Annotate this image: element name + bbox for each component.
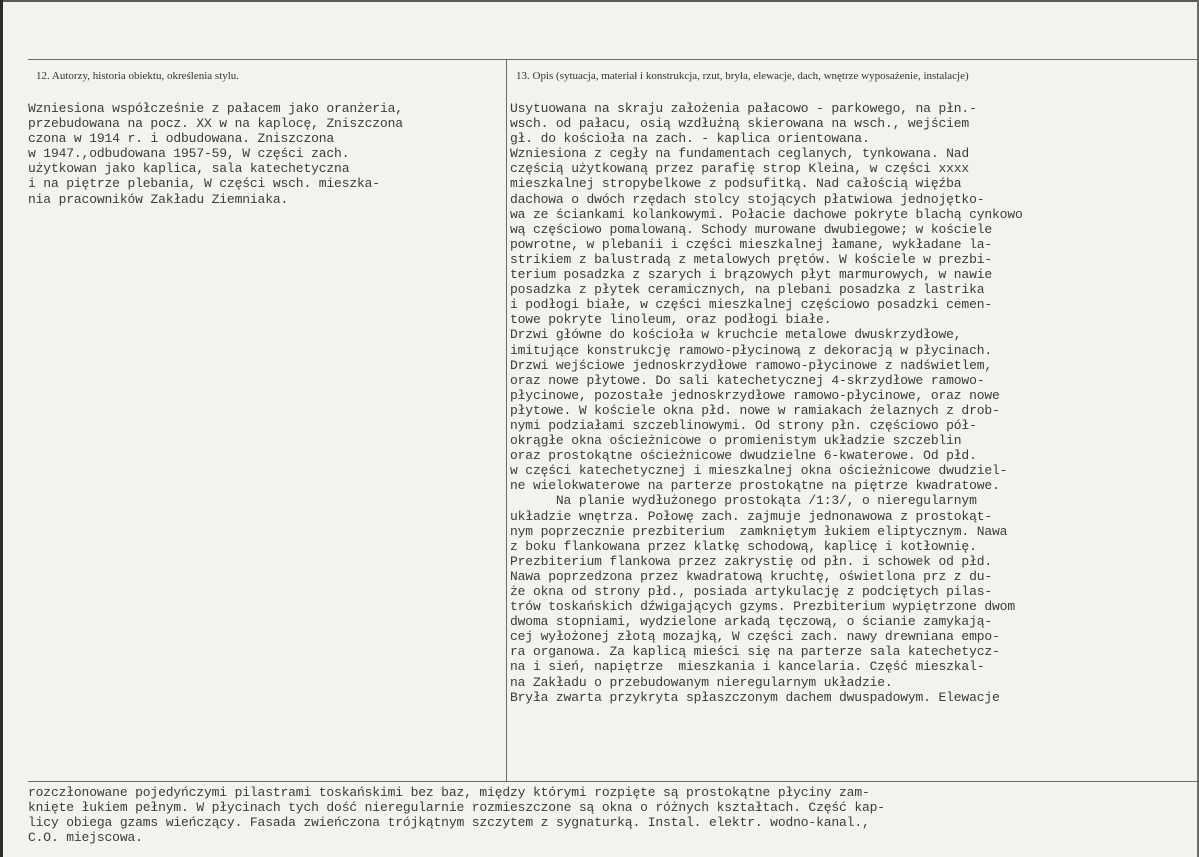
- history-text-line: nia pracowników Zakładu Ziemniaka.: [28, 191, 289, 207]
- form-rule-column-divider: [506, 59, 507, 781]
- description-text-line: ne wielokwaterowe na parterze prostokątne na piętrze kwadratowe.: [510, 478, 1000, 494]
- description-text-line: trów toskańskich dźwigających gzyms. Prezbiterium wypiętrzone dwom: [510, 599, 1015, 615]
- description-text-line: wą częściowo pomalowaną. Schody murowane dwubiegowe; w kościele: [510, 221, 993, 237]
- description-text-line: Nawa poprzedzona przez kwadratową kruchtę, oświetlona prz z du-: [510, 568, 993, 584]
- history-text: [28, 101, 403, 207]
- history-text-line: w 1947.,odbudowana 1957-59, W części zach.: [28, 146, 350, 162]
- description-text-line: że okna od strony płd., posiada artykulację z podciętych pilas-: [510, 584, 993, 599]
- description-text-line: Wzniesiona z cegły na fundamentach ceglanych, tynkowana. Nad: [510, 146, 970, 162]
- description-text-line: z boku flankowana przez klatkę schodową, kaplicę i kotłownię.: [510, 538, 977, 554]
- description-text-line: imitujące konstrukcję ramowo-płycinową z dekoracją w płycinach.: [510, 342, 993, 358]
- description-text-line: Drzwi główne do kościoła w kruchcie metalowe dwuskrzydłowe,: [510, 327, 962, 343]
- section-13-heading: 13. Opis (sytuacja, materiał i konstrukcja, rzut, bryła, elewacje, dach, wnętrze wyposażenie, instalacje): [516, 70, 969, 82]
- description-text-line: dwoma stopniami, wydzielone arkadą tęczową, o ścianie zamykają-: [510, 614, 993, 630]
- section-12-heading: 12. Autorzy, historia obiektu, określenia stylu.: [36, 70, 240, 82]
- description-text-line: okrągłe okna ościeżnicowe o promienistym układzie szczeblin: [510, 433, 962, 449]
- description-text-line: wa ze ściankami kolankowymi. Połacie dachowe pokryte blachą cynkowo: [510, 206, 1023, 222]
- description-text-line: nymi podziałami szczeblinowymi. Od strony płn. częściowo pół-: [510, 417, 977, 433]
- description-text-line: płycinowe, pozostałe jednoskrzydłowe ramowo-płycinowe, oraz nowe: [510, 387, 1000, 403]
- continuation-text-line: C.O. miejscowa.: [28, 830, 143, 846]
- description-text-line: wsch. od pałacu, osią wzdłużną skierowana na wsch., wejściem: [510, 116, 970, 132]
- description-text-line: powrotne, w plebanii i części mieszkalnej łamane, wykładane la-: [510, 236, 993, 252]
- description-text-line: gł. do kościoła na zach. - kaplica orientowana.: [510, 131, 870, 147]
- description-text-line: oraz nowe płytowe. Do sali katechetycznej 4-skrzydłowe ramowo-: [510, 372, 985, 388]
- description-text-line: oraz prostokątne ościeżnicowe dwudzielne 6-kwaterowe. Od płd.: [510, 448, 977, 464]
- history-text-line: i na piętrze plebania, W części wsch. mieszka-: [28, 176, 380, 192]
- description-text-line: posadzka z płytek ceramicznych, na plebani posadzka z lastrika: [510, 282, 985, 298]
- description-text-line: płytowe. W kościele okna płd. nowe w ramiakach żelaznych z drob-: [510, 402, 1000, 418]
- description-text-line: cej wyłożonej złotą mozajką, W części zach. nawy drewniana empo-: [510, 629, 1000, 645]
- description-text-line: Drzwi wejściowe jednoskrzydłowe ramowo-płycinowe z nadświetlem,: [510, 357, 993, 373]
- description-text-line: częścią użytkowaną przez parafię strop Kleina, w części xxxx: [510, 161, 970, 177]
- description-text-line: na i sień, napiętrze mieszkania i kancelaria. Część mieszkal-: [510, 659, 985, 675]
- description-text-line: dachowa o dwóch rzędach stolcy stojących płatwiowa jednojętko-: [510, 191, 985, 207]
- continuation-text-line: licy obiega gzams wieńczący. Fasada zwieńczona trójkątnym szczytem z sygnaturką. Instal. elektr. wodno-kanal.,: [28, 815, 870, 831]
- page-edge-top: [0, 0, 1199, 2]
- description-text-line: mieszkalnej stropybelkowe z podsufitką. Nad całością więźba: [510, 176, 962, 192]
- page-edge-left: [0, 0, 3, 857]
- form-rule-bottom: [28, 781, 1199, 782]
- history-text-line: użytkowan jako kaplica, sala katechetyczna: [28, 161, 350, 177]
- description-continuation: [28, 785, 885, 845]
- history-text-line: Wzniesiona współcześnie z pałacem jako oranżeria,: [28, 101, 403, 116]
- form-rule-top: [28, 59, 1199, 60]
- description-text-line: w części katechetycznej i mieszkalnej okna ościeżnicowe dwudziel-: [510, 463, 1008, 479]
- description-text-line: terium posadzka z szarych i brązowych płyt marmurowych, w nawie: [510, 267, 993, 283]
- description-text-line: Prezbiterium flankowa przez zakrystię od płn. i schowek od płd.: [510, 553, 993, 569]
- continuation-text-line: knięte łukiem pełnym. W płycinach tych dość nieregularnie rozmieszczone są okna o różnych kształtach. Część kap-: [28, 800, 885, 816]
- description-text-line: układzie wnętrza. Połowę zach. zajmuje jednonawowa z prostokąt-: [510, 508, 993, 524]
- description-text-line: Na planie wydłużonego prostokąta /1:3/, o nieregularnym: [510, 493, 977, 509]
- description-text-line: strikiem z balustradą z metalowych prętów. W kościele w prezbi-: [510, 251, 993, 267]
- description-text-line: Usytuowana na skraju założenia pałacowo - parkowego, na płn.-: [510, 101, 977, 116]
- history-text-line: czona w 1914 r. i odbudowana. Zniszczona: [28, 131, 335, 147]
- description-text-line: towe pokryte linoleum, oraz podłogi białe.: [510, 312, 832, 328]
- history-text-line: przebudowana na pocz. XX w na kaplocę, Zniszczona: [28, 116, 403, 132]
- description-text-line: ra organowa. Za kaplicą mieści się na parterze sala katechetycz-: [510, 644, 1000, 660]
- description-text-line: na Zakładu o przebudowanym nieregularnym układzie.: [510, 674, 893, 690]
- description-text-line: i podłogi białe, w części mieszkalnej częściowo posadzki cemen-: [510, 297, 993, 313]
- description-text-line: Bryła zwarta przykryta spłaszczonym dachem dwuspadowym. Elewacje: [510, 689, 1000, 705]
- description-text: [510, 101, 1023, 705]
- continuation-text-line: rozczłonowane pojedyńczymi pilastrami toskańskimi bez baz, między którymi rozpięte są prostokątne płyciny zam-: [28, 785, 870, 800]
- description-text-line: nym poprzecznie prezbiterium zamkniętym łukiem eliptycznym. Nawa: [510, 523, 1008, 539]
